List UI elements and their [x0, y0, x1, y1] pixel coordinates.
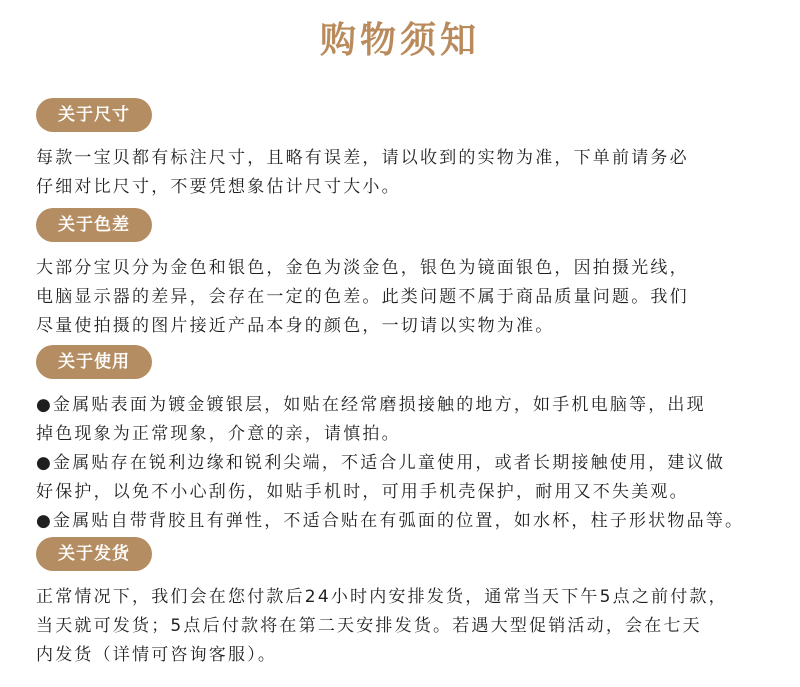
text-line: 尽量使拍摄的图片接近产品本身的颜色，一切请以实物为准。: [36, 316, 555, 336]
section-body-shipping: [36, 583, 786, 670]
text-line: 仔细对比尺寸，不要凭想象估计尺寸大小。: [36, 177, 401, 197]
text-line: 好保护，以免不小心刮伤，如贴手机时，可用手机壳保护，耐用又不失美观。: [36, 482, 689, 502]
section-badge-shipping: 关于发货: [36, 537, 152, 571]
section-body-usage: [36, 391, 786, 536]
text-line: ●金属贴自带背胶且有弹性，不适合贴在有弧面的位置，如水杯，柱子形状物品等。: [36, 511, 745, 531]
section-usage: [36, 345, 786, 536]
text-line: 电脑显示器的差异，会存在一定的色差。此类问题不属于商品质量问题。我们: [36, 287, 689, 307]
text-line: ●金属贴存在锐利边缘和锐利尖端，不适合儿童使用，或者长期接触使用，建议做: [36, 453, 726, 473]
text-line: 掉色现象为正常现象，介意的亲，请慎拍。: [36, 424, 401, 444]
section-color-difference: [36, 208, 786, 341]
text-line: ●金属贴表面为镀金镀银层，如贴在经常磨损接触的地方，如手机电脑等，出现: [36, 395, 706, 415]
page-title: 购物须知: [319, 20, 480, 61]
text-line: 大部分宝贝分为金色和银色，金色为淡金色，银色为镜面银色，因拍摄光线，: [36, 258, 689, 278]
text-line: 每款一宝贝都有标注尺寸，且略有误差，请以收到的实物为准，下单前请务必: [36, 148, 689, 168]
section-body-color: [36, 254, 786, 341]
section-badge-size: 关于尺寸: [36, 98, 152, 132]
text-line: 内发货（详情可咨询客服）。: [36, 645, 278, 665]
text-line: 正常情况下，我们会在您付款后24小时内安排发货，通常当天下午5点之前付款，: [36, 587, 728, 607]
section-badge-color: 关于色差: [36, 208, 152, 242]
section-shipping: [36, 537, 786, 670]
text-line: 当天就可发货；5点后付款将在第二天安排发货。若遇大型促销活动，会在七天: [36, 616, 702, 636]
section-badge-usage: 关于使用: [36, 345, 152, 379]
section-size: [36, 98, 786, 202]
section-body-size: [36, 144, 786, 202]
